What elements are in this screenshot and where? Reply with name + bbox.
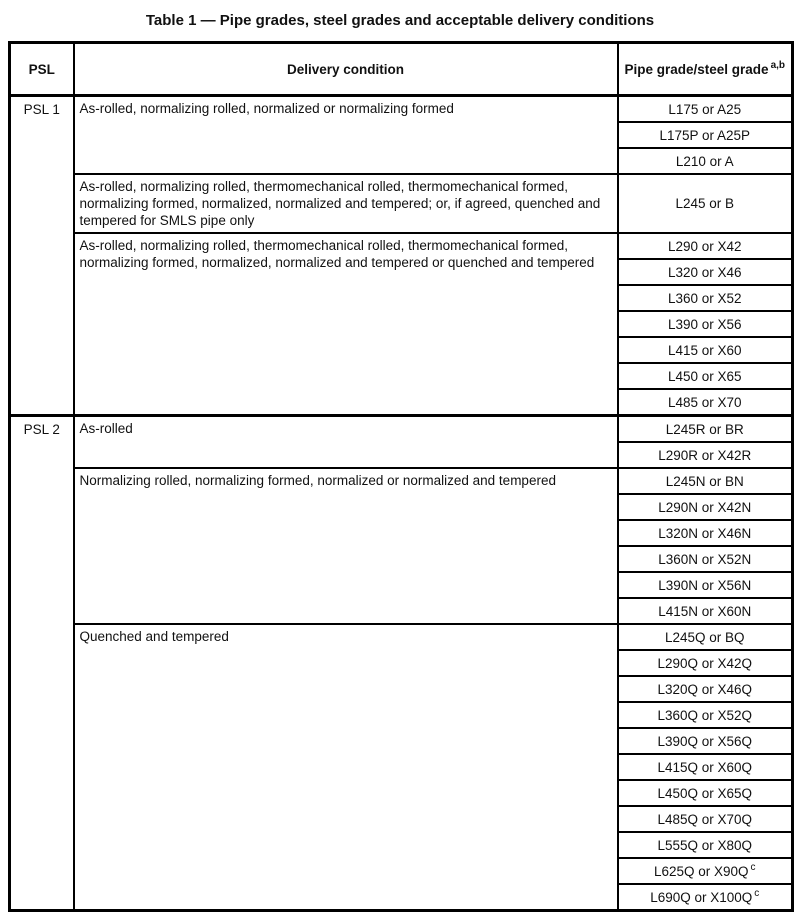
column-header-pipe-grade bbox=[618, 43, 793, 96]
grade-cell: L290 or X42 bbox=[618, 233, 793, 259]
grade-cell: L415 or X60 bbox=[618, 337, 793, 363]
grade-cell: L290Q or X42Q bbox=[618, 650, 793, 676]
footnote-ref-c: c bbox=[750, 862, 756, 873]
delivery-condition-cell: As-rolled bbox=[74, 416, 618, 469]
grade-cell: L555Q or X80Q bbox=[618, 832, 793, 858]
grade-cell: L210 or A bbox=[618, 148, 793, 174]
psl-cell: PSL 2 bbox=[10, 416, 74, 911]
grade-cell: L175P or A25P bbox=[618, 122, 793, 148]
table-row bbox=[10, 624, 793, 650]
grade-cell: L290N or X42N bbox=[618, 494, 793, 520]
column-header-pipe-grade-label: Pipe grade/steel grade bbox=[624, 61, 769, 77]
table-row bbox=[10, 468, 793, 494]
grade-cell: L320Q or X46Q bbox=[618, 676, 793, 702]
column-header-delivery-condition: Delivery condition bbox=[74, 43, 618, 96]
grade-cell: L415N or X60N bbox=[618, 598, 793, 624]
grade-cell: L245 or B bbox=[618, 174, 793, 233]
delivery-condition-cell: As-rolled, normalizing rolled, thermomechanical rolled, thermomechanical formed, normalizing formed, normalized, normalized and tempered or quenched and tempered bbox=[74, 233, 618, 416]
grade-cell: L390N or X56N bbox=[618, 572, 793, 598]
table-row bbox=[10, 233, 793, 259]
footnote-ref-c: c bbox=[754, 888, 760, 899]
table-title: Table 1 — Pipe grades, steel grades and acceptable delivery conditions bbox=[145, 12, 655, 29]
table-header-row bbox=[10, 43, 793, 96]
delivery-condition-cell: Quenched and tempered bbox=[74, 624, 618, 911]
grade-cell: L450Q or X65Q bbox=[618, 780, 793, 806]
grade-cell: L245Q or BQ bbox=[618, 624, 793, 650]
grade-cell: L175 or A25 bbox=[618, 96, 793, 123]
grade-cell: L690Q or X100Q $^c$ bbox=[618, 884, 793, 911]
column-header-psl: PSL bbox=[10, 43, 74, 96]
grade-cell: L390Q or X56Q bbox=[618, 728, 793, 754]
grade-cell: L360 or X52 bbox=[618, 285, 793, 311]
grade-cell: L360Q or X52Q bbox=[618, 702, 793, 728]
delivery-condition-cell: As-rolled, normalizing rolled, thermomechanical rolled, thermomechanical formed, normalizing formed, normalized, normalized and tempered; or, if agreed, quenched and tempered for SMLS pipe only bbox=[74, 174, 618, 233]
grade-cell: L485Q or X70Q bbox=[618, 806, 793, 832]
grade-cell: L245R or BR bbox=[618, 416, 793, 443]
grade-cell: L485 or X70 bbox=[618, 389, 793, 416]
pipe-grades-table bbox=[8, 41, 794, 912]
grade-cell: L320 or X46 bbox=[618, 259, 793, 285]
grade-cell: L415Q or X60Q bbox=[618, 754, 793, 780]
grade-cell: L320N or X46N bbox=[618, 520, 793, 546]
psl-cell: PSL 1 bbox=[10, 96, 74, 416]
grade-cell: L450 or X65 bbox=[618, 363, 793, 389]
footnote-ref-ab: a,b bbox=[770, 60, 786, 71]
table-row bbox=[10, 174, 793, 233]
table-row bbox=[10, 416, 793, 443]
grade-cell: L360N or X52N bbox=[618, 546, 793, 572]
grade-cell: L390 or X56 bbox=[618, 311, 793, 337]
grade-cell: L625Q or X90Q $^c$ bbox=[618, 858, 793, 884]
grade-cell: L245N or BN bbox=[618, 468, 793, 494]
table-row bbox=[10, 96, 793, 123]
delivery-condition-cell: As-rolled, normalizing rolled, normalized or normalizing formed bbox=[74, 96, 618, 175]
delivery-condition-cell: Normalizing rolled, normalizing formed, normalized or normalized and tempered bbox=[74, 468, 618, 624]
grade-cell: L290R or X42R bbox=[618, 442, 793, 468]
table-body bbox=[10, 96, 793, 911]
